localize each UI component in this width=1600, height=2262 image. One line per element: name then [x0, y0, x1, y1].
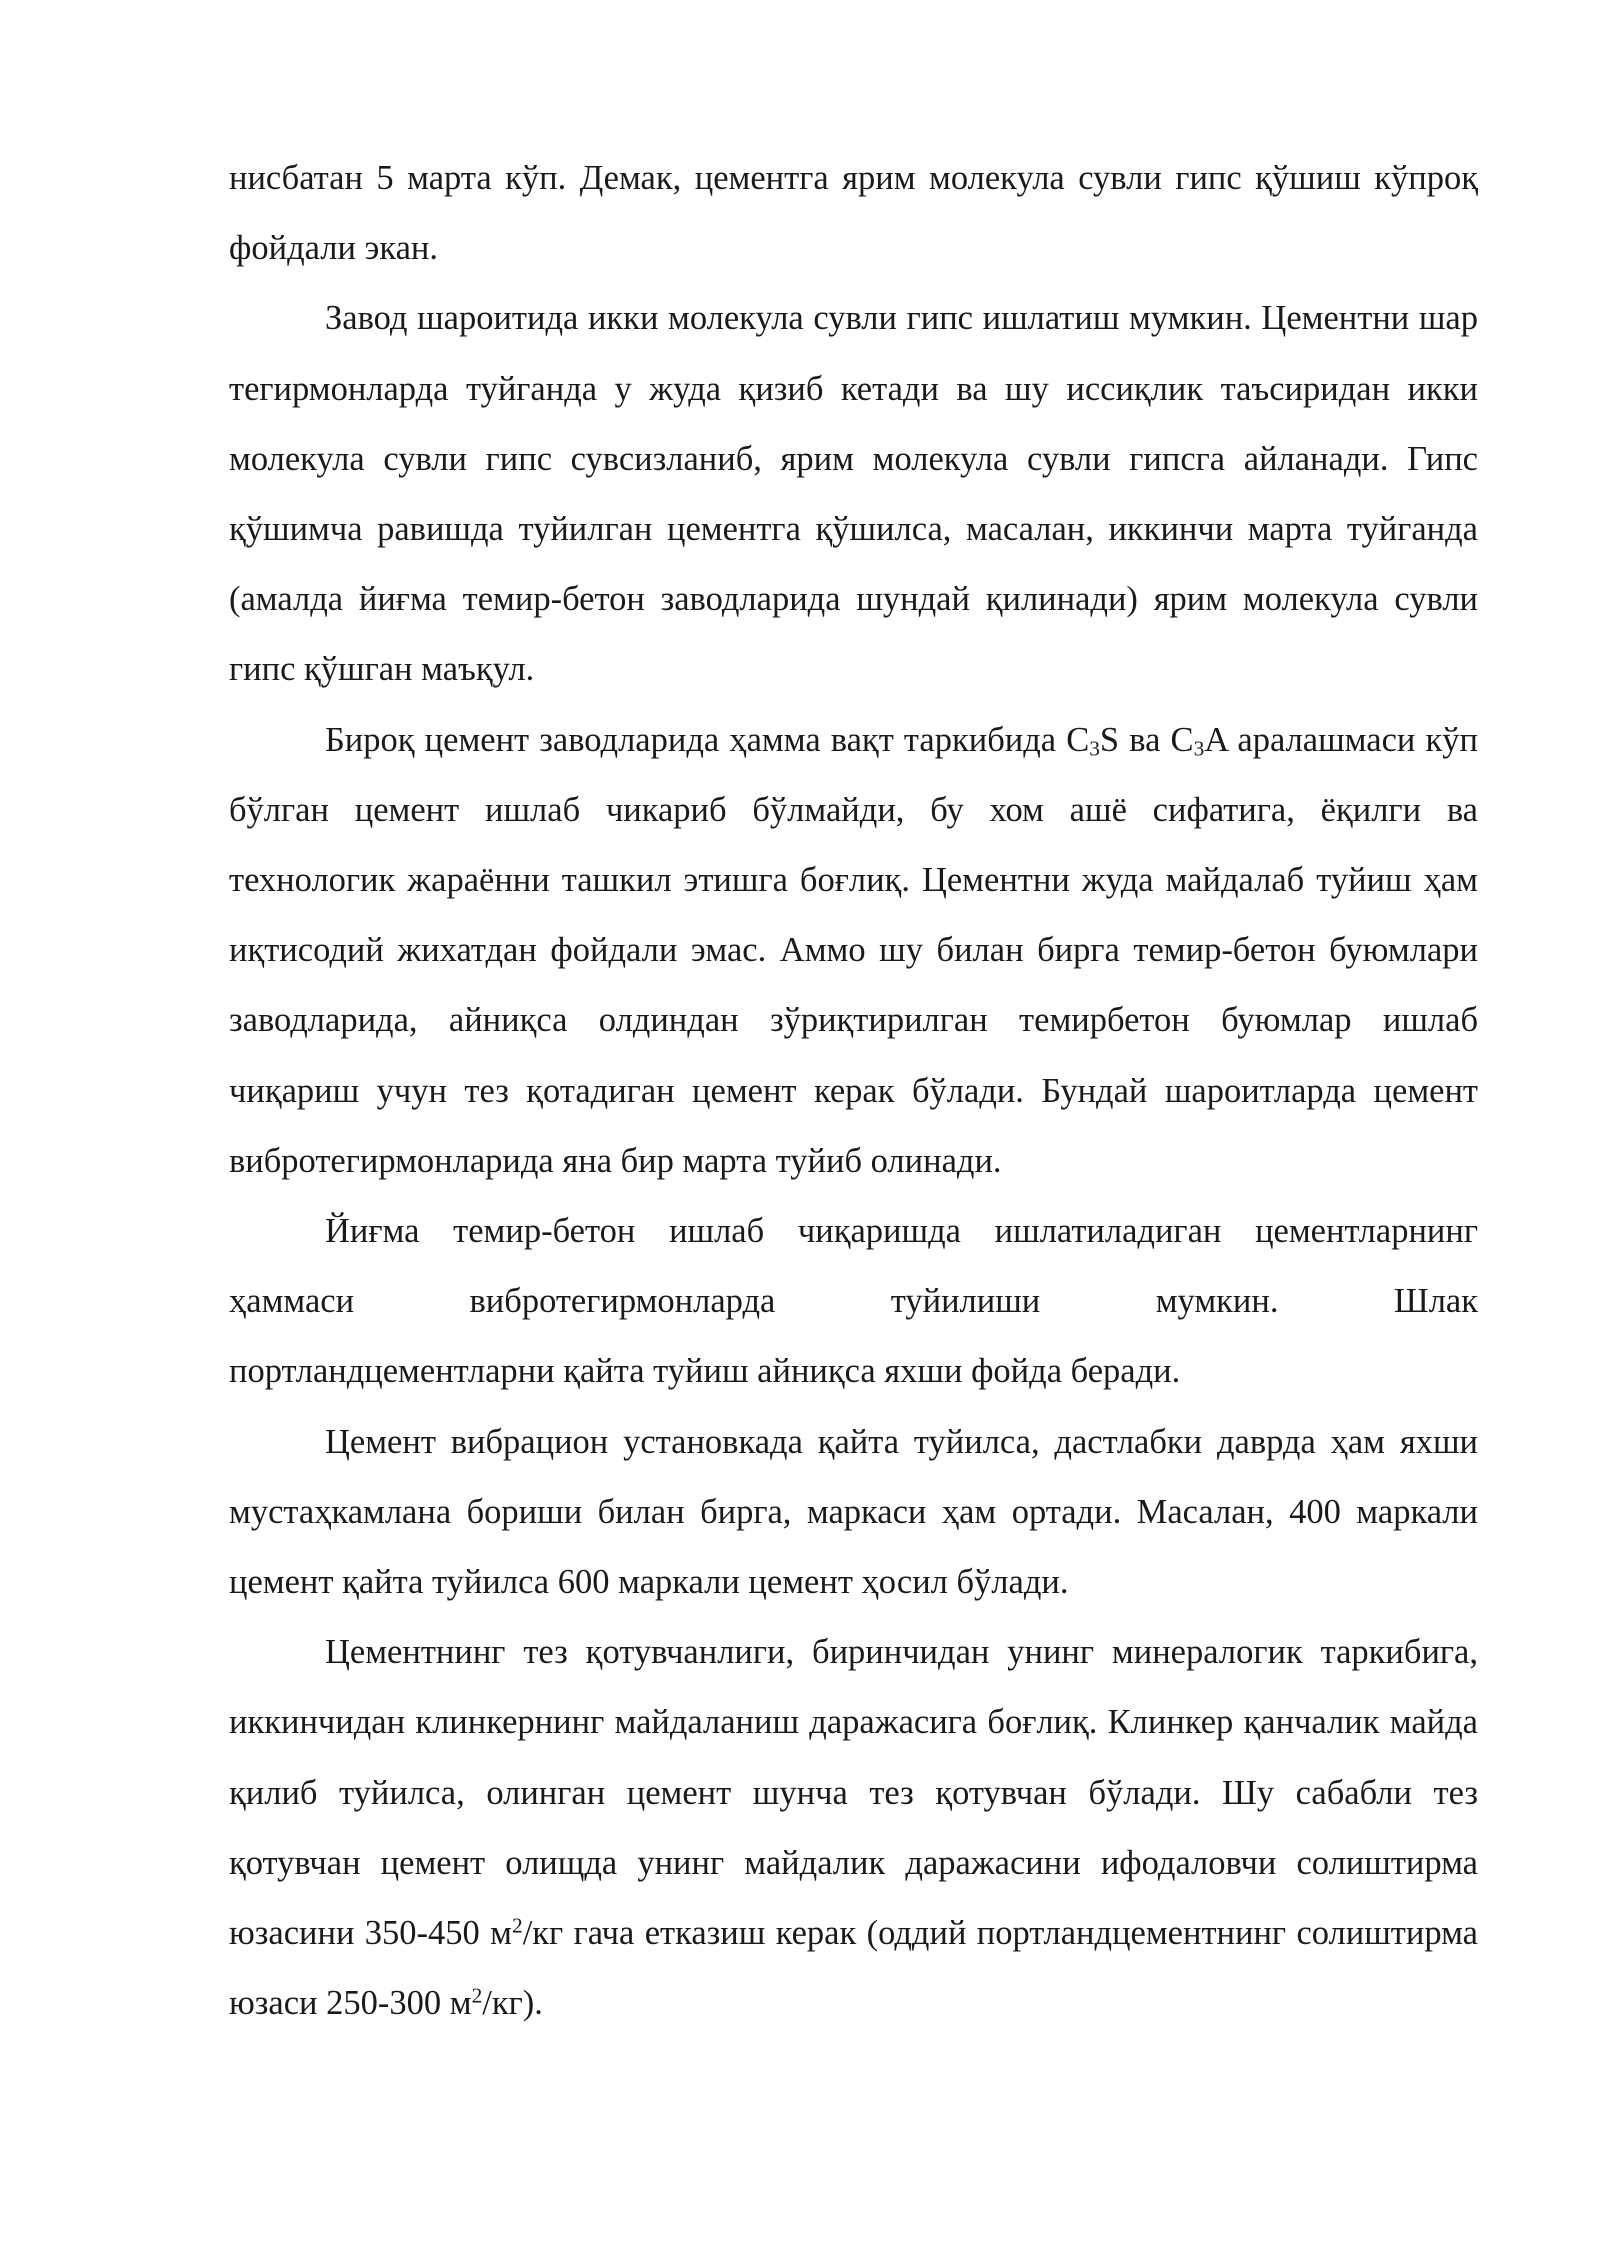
paragraph-5: Цемент вибрацион установкада қайта туйилса, дастлабки даврда ҳам яхши мустаҳкамлана бориши билан бирга, маркаси ҳам ортади. Масалан, 400 маркали цемент қайта туйилса 600 маркали цемент ҳосил бўлади. — [229, 1422, 1478, 1602]
paragraph-3-text-mid: S ва C — [1099, 720, 1194, 759]
paragraph-6-text-start: Цементнинг тез қотувчанлиги, биринчидан унинг минералогик таркибига, иккинчидан клинкернинг майдаланиш даражасига боғлиқ. Клинкер қанчалик майда қилиб туйилса, олинган цемент шунча тез қотувчан бўлади. Шу сабабли тез қотувчан цемент олищда унинг майдалик даражасини ифодаловчи солиштирма юзасини 350-450 м — [229, 1633, 1478, 1953]
paragraph-3-text-end: A аралашмаси кўп бўлган цемент ишлаб чикариб бўлмайди, бу хом ашё сифатига, ёқилги ва технологик жараённи ташкил этишга боғлиқ. Цементни жуда майдалаб туйиш ҳам иқтисодий жихатдан фойдали эмас. Аммо шу билан бирга темир-бетон буюмлари заводларида, айниқса олдиндан зўриқтирилган темирбетон буюмлар ишлаб чиқариш учун тез қотадиган цемент керак бўлади. Бундай шароитларда цемент вибротегирмонларида яна бир марта туйиб олинади. — [229, 720, 1478, 1180]
paragraph-4-line-3: портландцементларни қайта туйиш айниқса яхши фойда беради. — [229, 1352, 1181, 1391]
paragraph-3 — [229, 705, 1478, 1196]
paragraph-6-text-end: /кг). — [482, 1984, 543, 2023]
subscript-3: 3 — [1089, 736, 1100, 761]
paragraph-6 — [229, 1617, 1478, 2038]
paragraph-1: нисбатан 5 марта кўп. Демак, цементга ярим молекула сувли гипс қўшиш кўпроқ фойдали экан. — [229, 159, 1478, 268]
paragraph-6-text-mid: /кг гача етказиш керак (оддий портландцементнинг солиштирма юзаси 250-300 м — [229, 1914, 1478, 2023]
document-page — [229, 143, 1478, 2038]
paragraph-4-lines-1-2: Йиғма темир-бетон ишлаб чиқаришда ишлатиладиган цементларнинг ҳаммаси вибротегирмонларда туйилиши мумкин. Шлак — [229, 1212, 1478, 1321]
paragraph-2: Завод шароитида икки молекула сувли гипс ишлатиш мумкин. Цементни шар тегирмонларда туйганда у жуда қизиб кетади ва шу иссиқлик таъсиридан икки молекула сувли гипс сувсизланиб, ярим молекула сувли гипсга айланади. Гипс қўшимча равишда туйилган цементга қўшилса, масалан, иккинчи марта туйганда (амалда йиғма темир-бетон заводларида шундай қилинади) ярим молекула сувли гипс қўшган маъқул. — [229, 299, 1478, 689]
superscript-2: 2 — [471, 1983, 483, 2008]
subscript-3: 3 — [1193, 736, 1205, 761]
paragraph-3-text-start: Бироқ цемент заводларида ҳамма вақт таркибида C — [325, 720, 1090, 759]
superscript-2: 2 — [512, 1913, 523, 1938]
